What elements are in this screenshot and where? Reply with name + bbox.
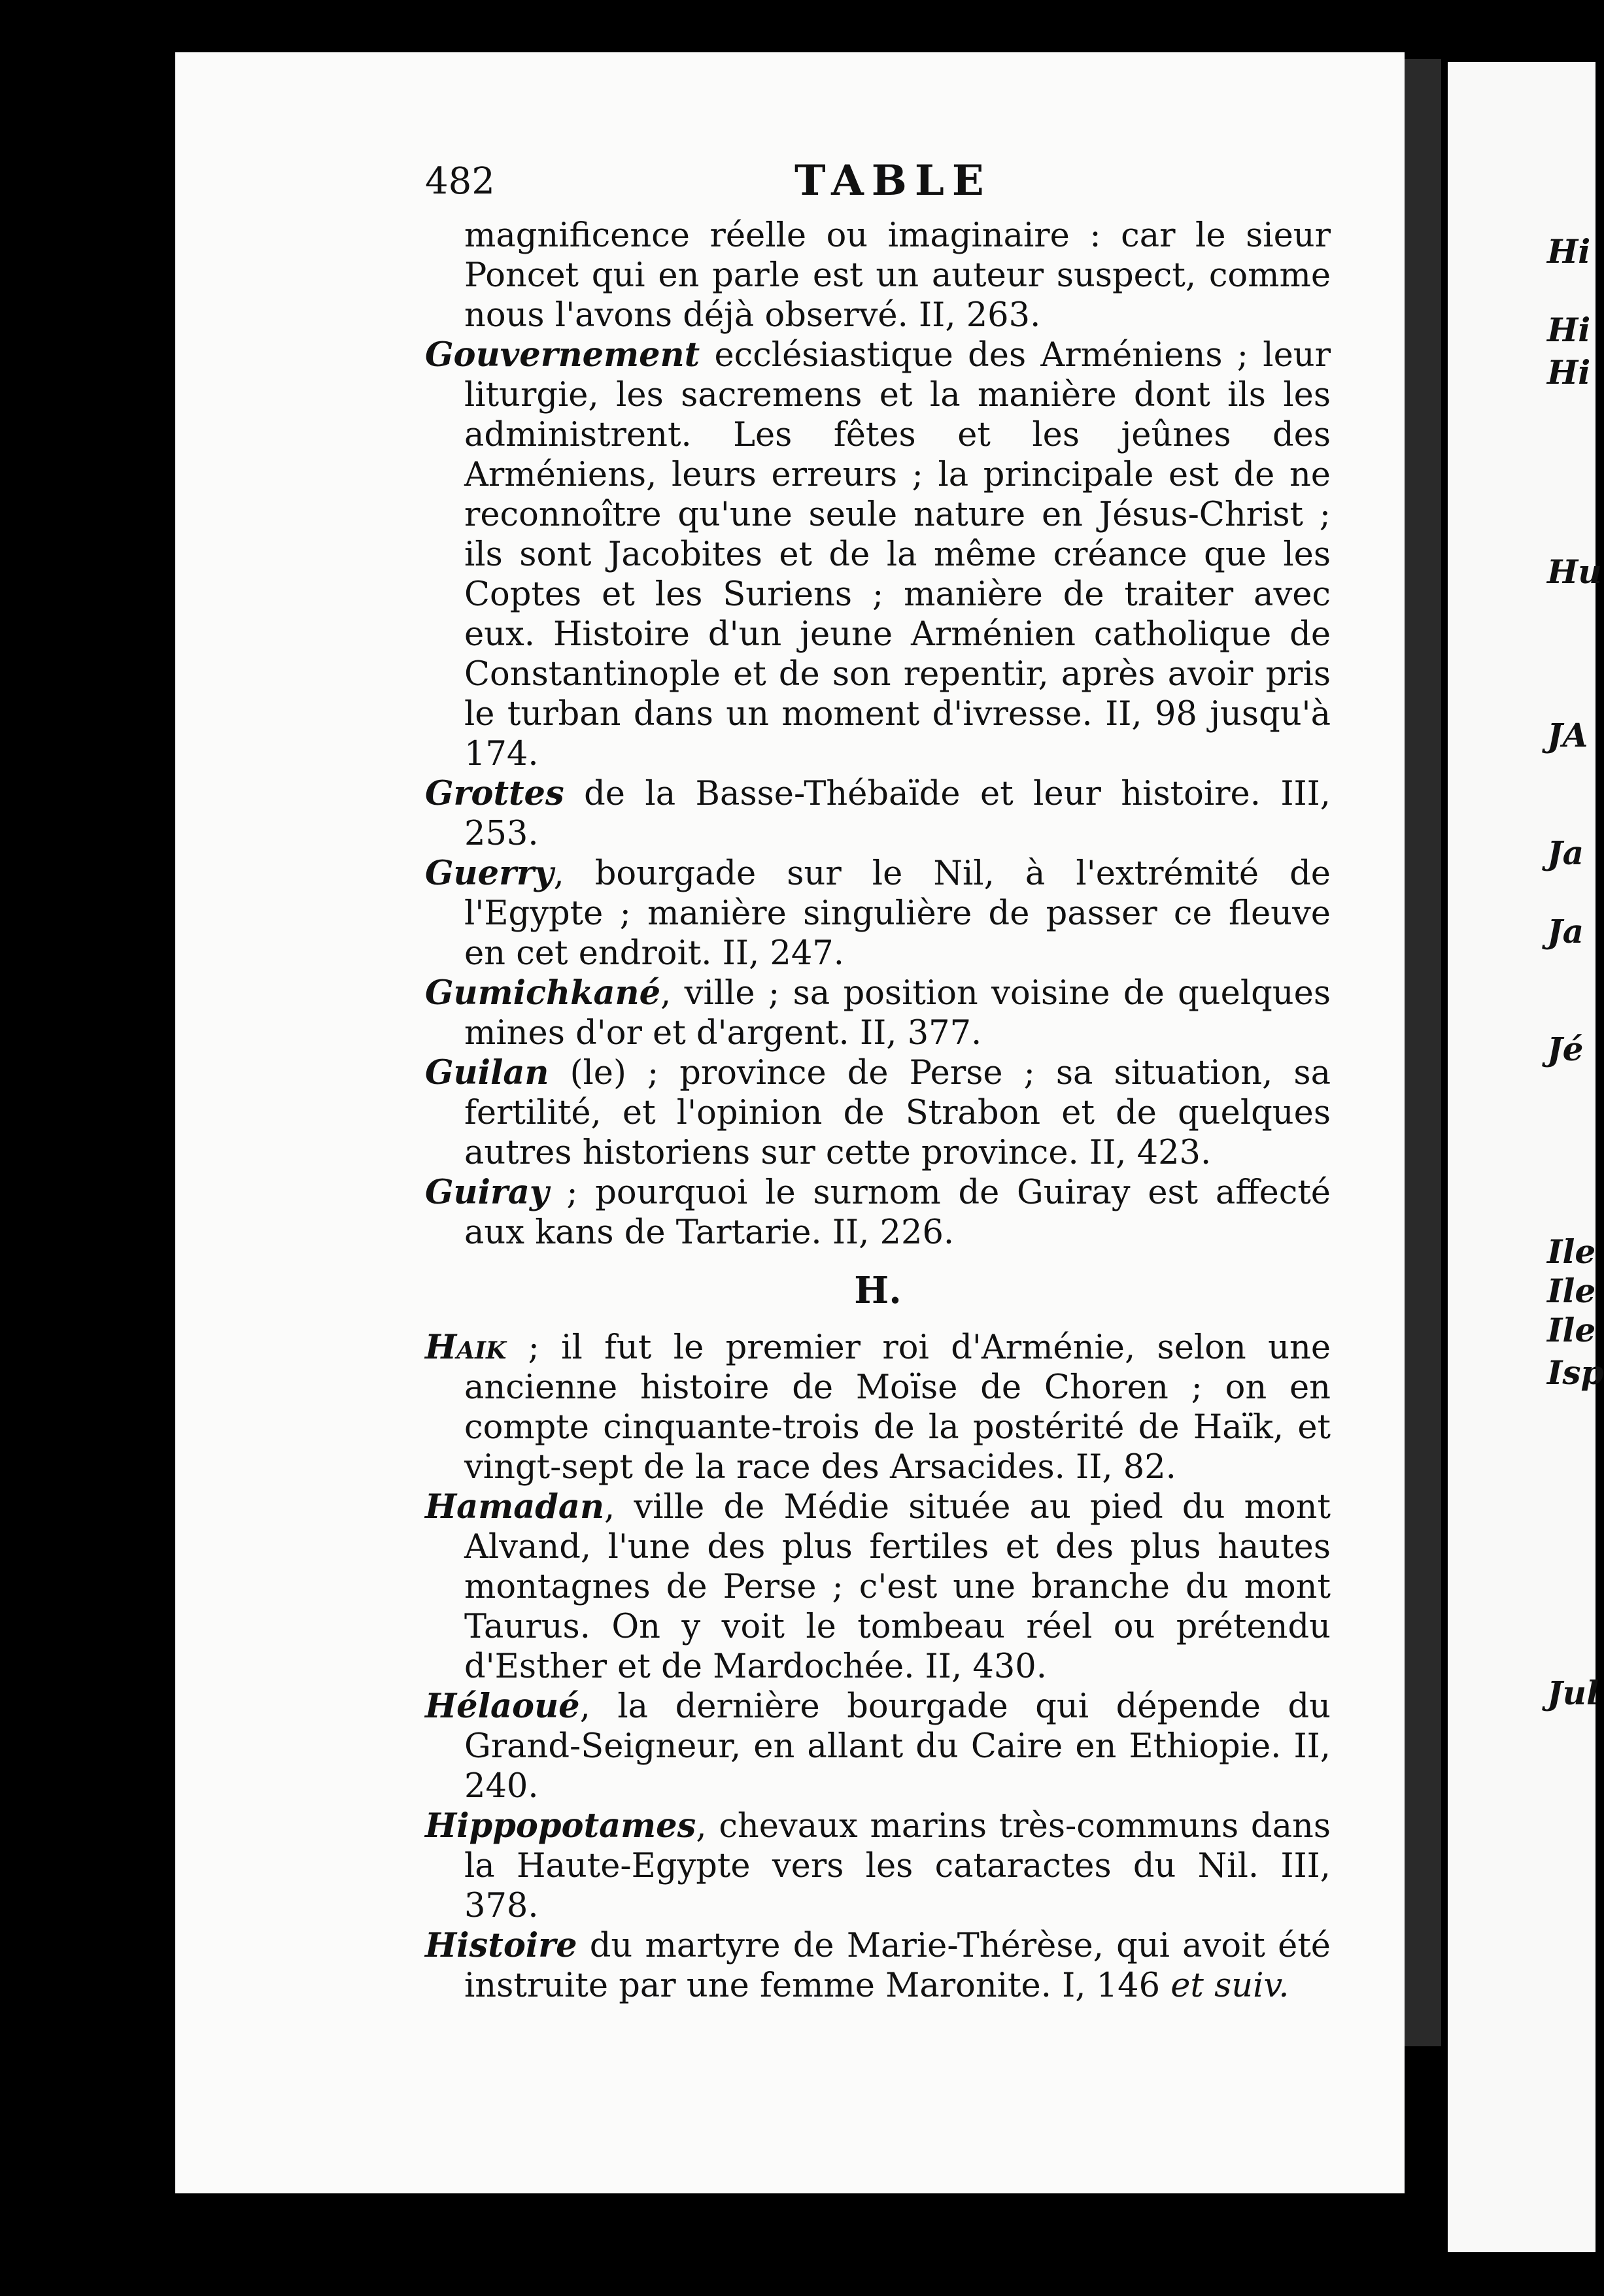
index-column xyxy=(425,216,1331,2006)
glimpse-word: Isp xyxy=(1547,1353,1604,1392)
headword: Guilan xyxy=(425,1053,549,1092)
headword: Haik xyxy=(425,1328,507,1367)
headword: Hamadan xyxy=(425,1487,605,1527)
glimpse-word: Hi xyxy=(1547,353,1591,392)
glimpse-word: Hi xyxy=(1547,232,1591,271)
glimpse-word: Ile xyxy=(1547,1272,1596,1310)
index-entry-gumichkane: Gumichkané, ville ; sa position voisine de quelques mines d'or et d'argent. II, 377. xyxy=(425,973,1331,1053)
book-gutter xyxy=(1405,59,1441,2046)
glimpse-word: Hi xyxy=(1547,311,1591,349)
index-entry-guiray: Guiray ; pourquoi le surnom de Guiray est affecté aux kans de Tartarie. II, 226. xyxy=(425,1173,1331,1252)
index-entry-hippopotames: Hippopotames, chevaux marins très-communs dans la Haute-Egypte vers les cataractes du Nil. III, 378. xyxy=(425,1806,1331,1925)
glimpse-word: Jé xyxy=(1547,1030,1584,1068)
glimpse-word: Ile xyxy=(1547,1232,1596,1271)
headword: Hippopotames xyxy=(425,1806,696,1846)
headword: Hélaoué xyxy=(425,1687,580,1726)
glimpse-word: Ja xyxy=(1547,834,1584,872)
headword: Grottes xyxy=(425,774,564,813)
index-entry-gouvernement: Gouvernement ecclésiastique des Arméniens ; leur liturgie, les sacremens et la manière dont ils les administrent. Les fêtes et les jeûnes des Arméniens, leurs erreurs ; la principale est de ne reconnoître qu'une seule nature en Jésus-Christ ; ils sont Jacobites et de la même créance que les Coptes et les Suriens ; manière de traiter avec eux. Histoire d'un jeune Arménien catholique de Constantinople et de son repentir, après avoir pris le turban dans un moment d'ivresse. II, 98 jusqu'à 174. xyxy=(425,335,1331,773)
running-head: TABLE xyxy=(794,156,992,205)
page-number: 482 xyxy=(425,160,495,203)
headword: Histoire xyxy=(425,1926,577,1965)
section-letter-heading: H. xyxy=(854,1269,902,1312)
headword: Gumichkané xyxy=(425,973,661,1013)
index-entry-histoire: Histoire du martyre de Marie-Thérèse, qui avoit été instruite par une femme Maronite. I, 146 et suiv. xyxy=(425,1926,1331,2005)
headword: Guiray xyxy=(425,1173,549,1212)
index-entry-haik: Haik ; il fut le premier roi d'Arménie, selon une ancienne histoire de Moïse de Choren ; on en compte cinquante-trois de la postérité de Haïk, et vingt-sept de la race des Arsacides. II, 82. xyxy=(425,1328,1331,1487)
index-entry-grottes: Grottes de la Basse-Thébaïde et leur histoire. III, 253. xyxy=(425,774,1331,853)
index-entry-guilan: Guilan (le) ; province de Perse ; sa situation, sa fertilité, et l'opinion de Strabon et de quelques autres historiens sur cette province. II, 423. xyxy=(425,1053,1331,1172)
headword: Gouvernement xyxy=(425,335,700,375)
glimpse-word: Ja xyxy=(1547,912,1584,951)
index-entry-hamadan: Hamadan, ville de Médie située au pied du mont Alvand, l'une des plus fertiles et des plus hautes montagnes de Perse ; c'est une branche du mont Taurus. On y voit le tombeau réel ou prétendu d'Esther et de Mardochée. II, 430. xyxy=(425,1487,1331,1686)
glimpse-word: Hu xyxy=(1547,552,1602,591)
index-entry-helaoue: Hélaoué, la dernière bourgade qui dépende du Grand-Seigneur, en allant du Caire en Ethiopie. II, 240. xyxy=(425,1687,1331,1806)
glimpse-word: JA xyxy=(1547,716,1588,754)
index-entry-guerry: Guerry, bourgade sur le Nil, à l'extrémité de l'Egypte ; manière singulière de passer ce fleuve en cet endroit. II, 247. xyxy=(425,854,1331,973)
glimpse-word: Ile xyxy=(1547,1311,1596,1349)
index-entry-continuation: magnificence réelle ou imaginaire : car le sieur Poncet qui en parle est un auteur suspect, comme nous l'avons déjà observé. II, 263. xyxy=(464,216,1331,335)
headword: Guerry xyxy=(425,854,554,893)
glimpse-word: Jul xyxy=(1547,1674,1599,1712)
page-header xyxy=(425,156,1340,212)
suffix: et suiv. xyxy=(1170,1967,1289,2005)
